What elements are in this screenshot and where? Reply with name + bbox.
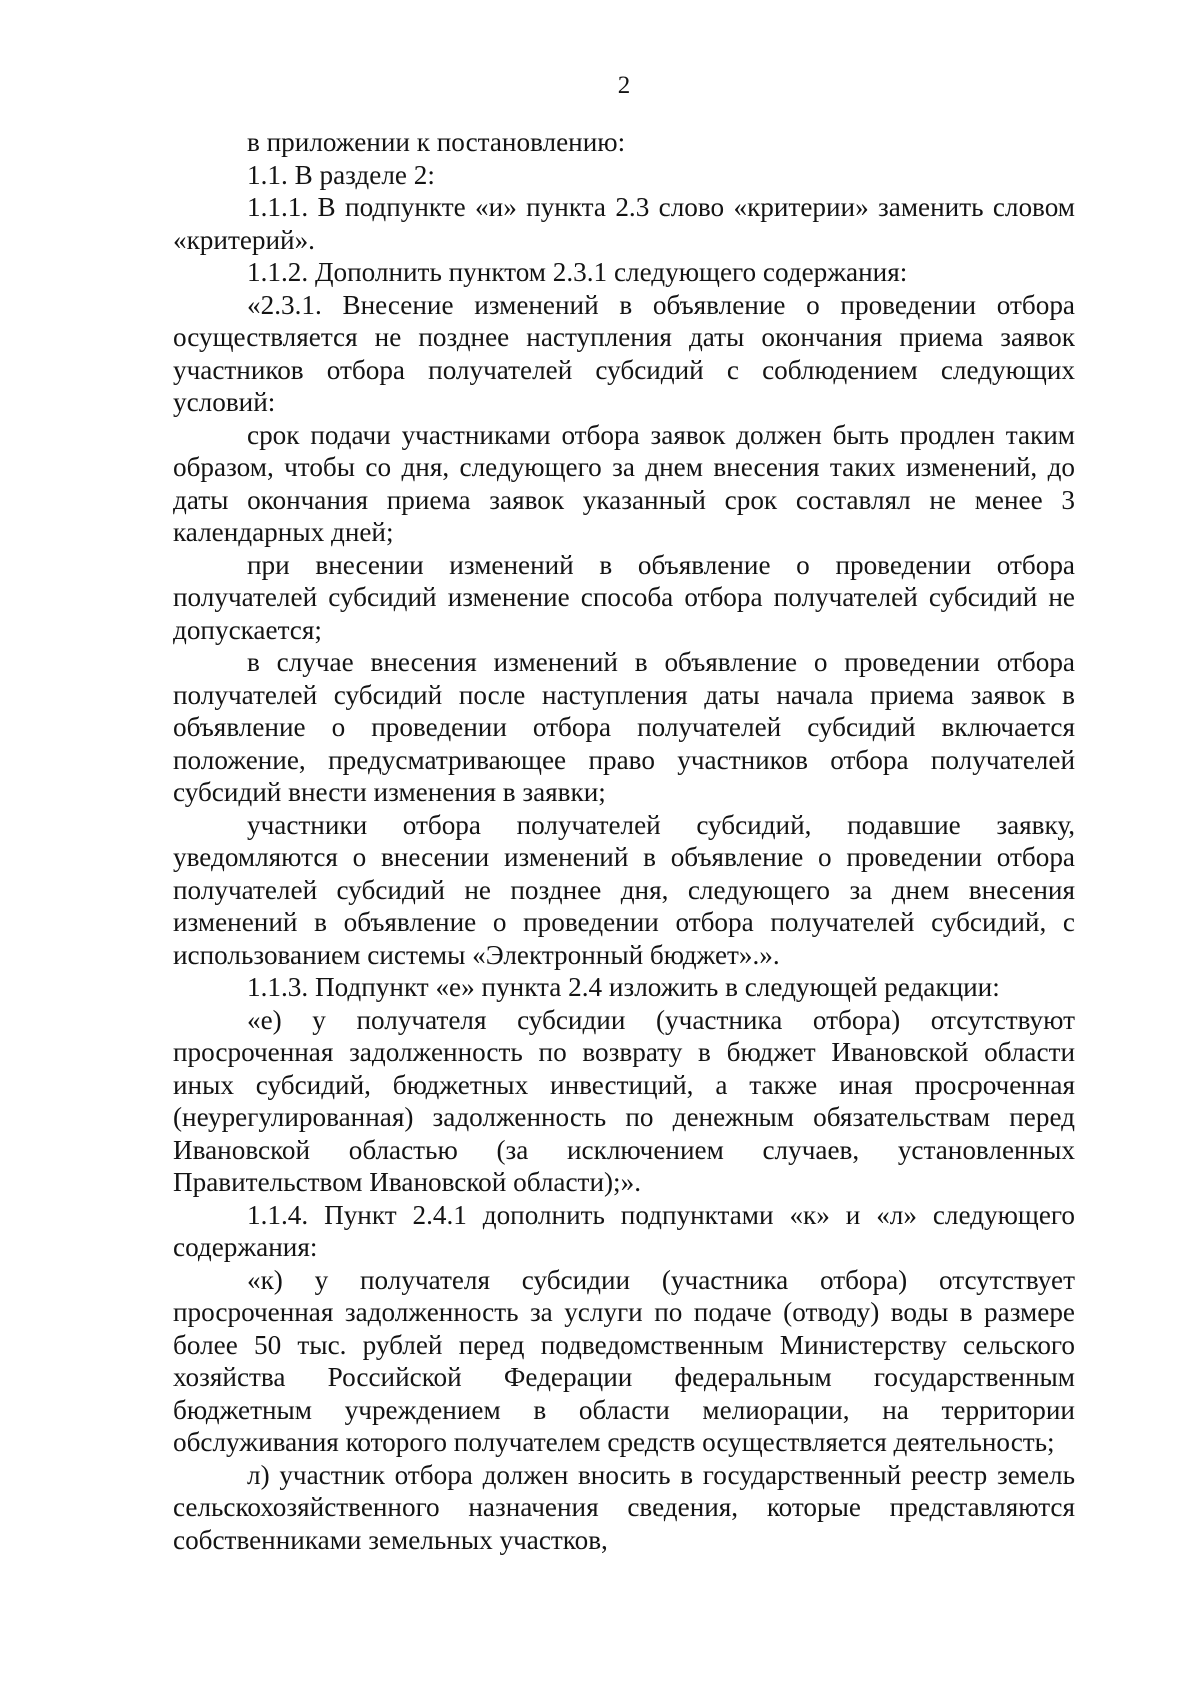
paragraph-2-3-1: «2.3.1. Внесение изменений в объявление о проведении отбора осуществляется не позднее наступления даты окончания приема заявок участников отбора получателей субсидий с соблюдением следующих условий: <box>173 289 1075 417</box>
paragraph-participant-notification: участники отбора получателей субсидий, подавшие заявку, уведомляются о внесении изменений в объявление о проведении отбора получателей субсидий не позднее дня, следующего за днем внесения изменений в объявление о проведении отбора получателей субсидий, с использованием системы «Электронный бюджет».». <box>173 809 1075 970</box>
paragraph-1-1-3: 1.1.3. Подпункт «е» пункта 2.4 изложить в следующей редакции: <box>247 972 1000 1002</box>
paragraph-1-1: 1.1. В разделе 2: <box>247 159 435 190</box>
paragraph-subpoint-k: «к) у получателя субсидии (участника отбора) отсутствует просроченная задолженность за услуги по подаче (отводу) воды в размере более 50 тыс. рублей перед подведомственным Министерству сельского хозяйства Российской Федерации федеральным государственным бюджетным учреждением в области мелиорации, на территории обслуживания которого получателем средств осуществляется деятельность; <box>173 1264 1075 1457</box>
paragraph-subpoint-e: «е) у получателя субсидии (участника отбора) отсутствуют просроченная задолженность по возврату в бюджет Ивановской области иных субсидий, бюджетных инвестиций, а также иная просроченная (неурегулированная) задолженность по денежным обязательствам перед Ивановской областью (за исключением случаев, установленных Правительством Ивановской области);». <box>173 1004 1075 1197</box>
paragraph-appendix-reference: в приложении к постановлению: <box>247 127 626 157</box>
paragraph-subpoint-l: л) участник отбора должен вносить в государственный реестр земель сельскохозяйственного назначения сведения, которые представляются собственниками земельных участков, <box>173 1459 1075 1555</box>
paragraph-1-1-1: 1.1.1. В подпункте «и» пункта 2.3 слово «критерии» заменить словом «критерий». <box>173 192 1075 255</box>
paragraph-application-amendment: в случае внесения изменений в объявление о проведении отбора получателей субсидий после наступления даты начала приема заявок в объявление о проведении отбора получателей субсидий включается положение, предусматривающее право участников отбора получателей субсидий внести изменения в заявки; <box>173 647 1075 807</box>
paragraph-deadline-extension: срок подачи участниками отбора заявок должен быть продлен таким образом, чтобы со дня, следующего за днем внесения таких изменений, до даты окончания приема заявок указанный срок составлял не менее 3 календарных дней; <box>173 419 1075 547</box>
document-body <box>173 126 1075 1556</box>
paragraph-1-1-2: 1.1.2. Дополнить пунктом 2.3.1 следующего содержания: <box>247 257 908 287</box>
page-number: 2 <box>617 72 631 99</box>
paragraph-method-change-forbidden: при внесении изменений в объявление о проведении отбора получателей субсидий изменение способа отбора получателей субсидий не допускается; <box>173 549 1075 645</box>
paragraph-1-1-4: 1.1.4. Пункт 2.4.1 дополнить подпунктами «к» и «л» следующего содержания: <box>173 1199 1075 1262</box>
